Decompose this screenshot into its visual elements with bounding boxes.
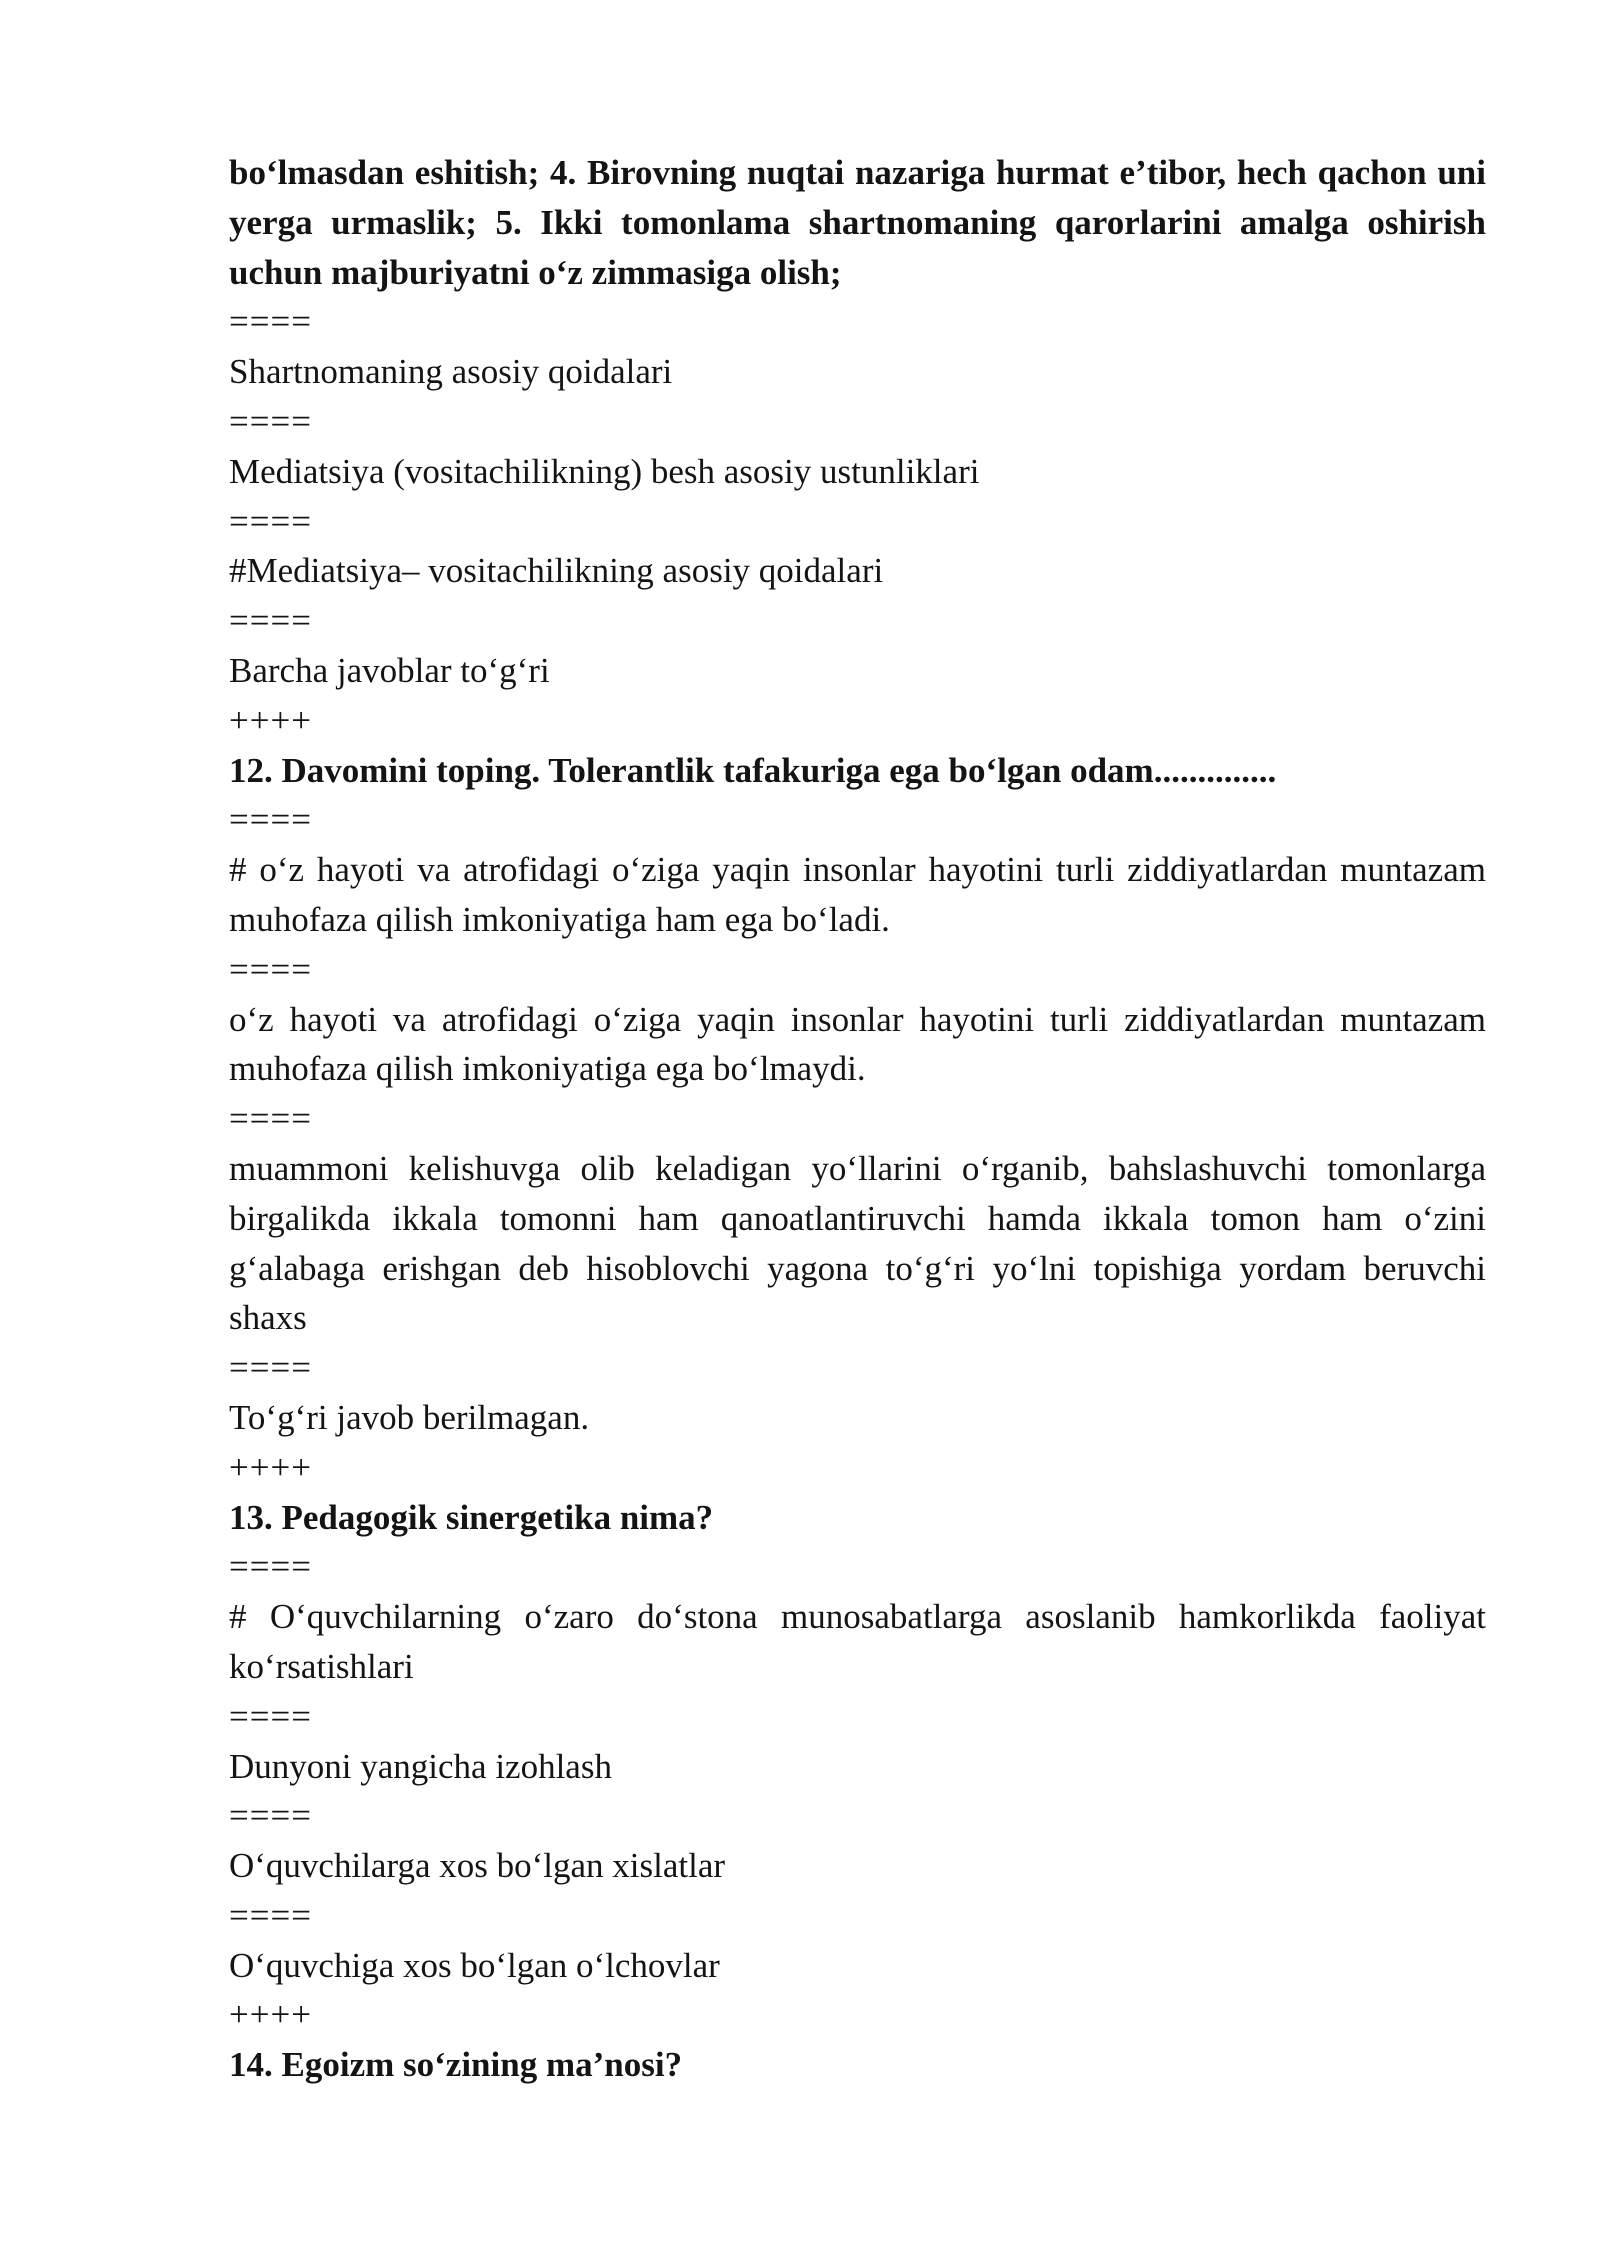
question-heading: 12. Davomini toping. Tolerantlik tafakuriga ega bo‘lgan odam.............. — [229, 750, 1277, 790]
answer-option: o‘z hayoti va atrofidagi o‘ziga yaqin insonlar hayotini turli ziddiyatlardan muntazam muhofaza qilish imkoniyatiga ega bo‘lmaydi. — [229, 999, 1486, 1089]
separator-plus: ++++ — [229, 700, 312, 740]
answer-option: muammoni kelishuvga olib keladigan yo‘llarini o‘rganib, bahslashuvchi tomonlarga birgalikda ikkala tomonni ham qanoatlantiruvchi hamda ikkala tomon ham o‘zini g‘alabaga erishgan deb hisoblovchi yagona to‘g‘ri yo‘lni topishiga yordam beruvchi shaxs — [229, 1148, 1486, 1338]
answer-option-correct: #Mediatsiya– vositachilikning asosiy qoidalari — [229, 551, 884, 591]
answer-option-bold: bo‘lmasdan eshitish; 4. Birovning nuqtai nazariga hurmat e’tibor, hech qachon uni yerga urmaslik; 5. Ikki tomonlama shartnomaning qarorlarini amalga oshirish uchun majburiyatni o‘z zimmasiga olish; — [229, 153, 1486, 292]
answer-option: Barcha javoblar to‘g‘ri — [229, 650, 550, 690]
separator-equals: ==== — [229, 1099, 312, 1139]
answer-option-correct: # O‘quvchilarning o‘zaro do‘stona munosabatlarga asoslanib hamkorlikda faoliyat ko‘rsatishlari — [229, 1597, 1486, 1686]
answer-option: O‘quvchilarga xos bo‘lgan xislatlar — [229, 1846, 726, 1886]
separator-equals: ==== — [229, 1895, 312, 1935]
separator-plus: ++++ — [229, 1447, 312, 1487]
separator-equals: ==== — [229, 1547, 312, 1587]
separator-plus: ++++ — [229, 1995, 312, 2035]
document-page — [229, 148, 1486, 2090]
answer-option: To‘g‘ri javob berilmagan. — [229, 1397, 590, 1437]
answer-option: Mediatsiya (vositachilikning) besh asosiy ustunliklari — [229, 451, 980, 491]
separator-equals: ==== — [229, 1796, 312, 1836]
separator-equals: ==== — [229, 1348, 312, 1388]
answer-option: Dunyoni yangicha izohlash — [229, 1746, 612, 1786]
separator-equals: ==== — [229, 401, 312, 441]
question-heading: 13. Pedagogik sinergetika nima? — [229, 1497, 714, 1537]
answer-option: O‘quvchiga xos bo‘lgan o‘lchovlar — [229, 1945, 720, 1985]
separator-equals: ==== — [229, 1696, 312, 1736]
separator-equals: ==== — [229, 800, 312, 840]
answer-option: Shartnomaning asosiy qoidalari — [229, 352, 673, 392]
answer-option-correct: # o‘z hayoti va atrofidagi o‘ziga yaqin insonlar hayotini turli ziddiyatlardan muntazam muhofaza qilish imkoniyatiga ham ega bo‘ladi. — [229, 850, 1486, 939]
separator-equals: ==== — [229, 601, 312, 641]
separator-equals: ==== — [229, 501, 312, 541]
question-heading: 14. Egoizm so‘zining ma’nosi? — [229, 2045, 683, 2085]
separator-equals: ==== — [229, 949, 312, 989]
separator-equals: ==== — [229, 302, 312, 342]
